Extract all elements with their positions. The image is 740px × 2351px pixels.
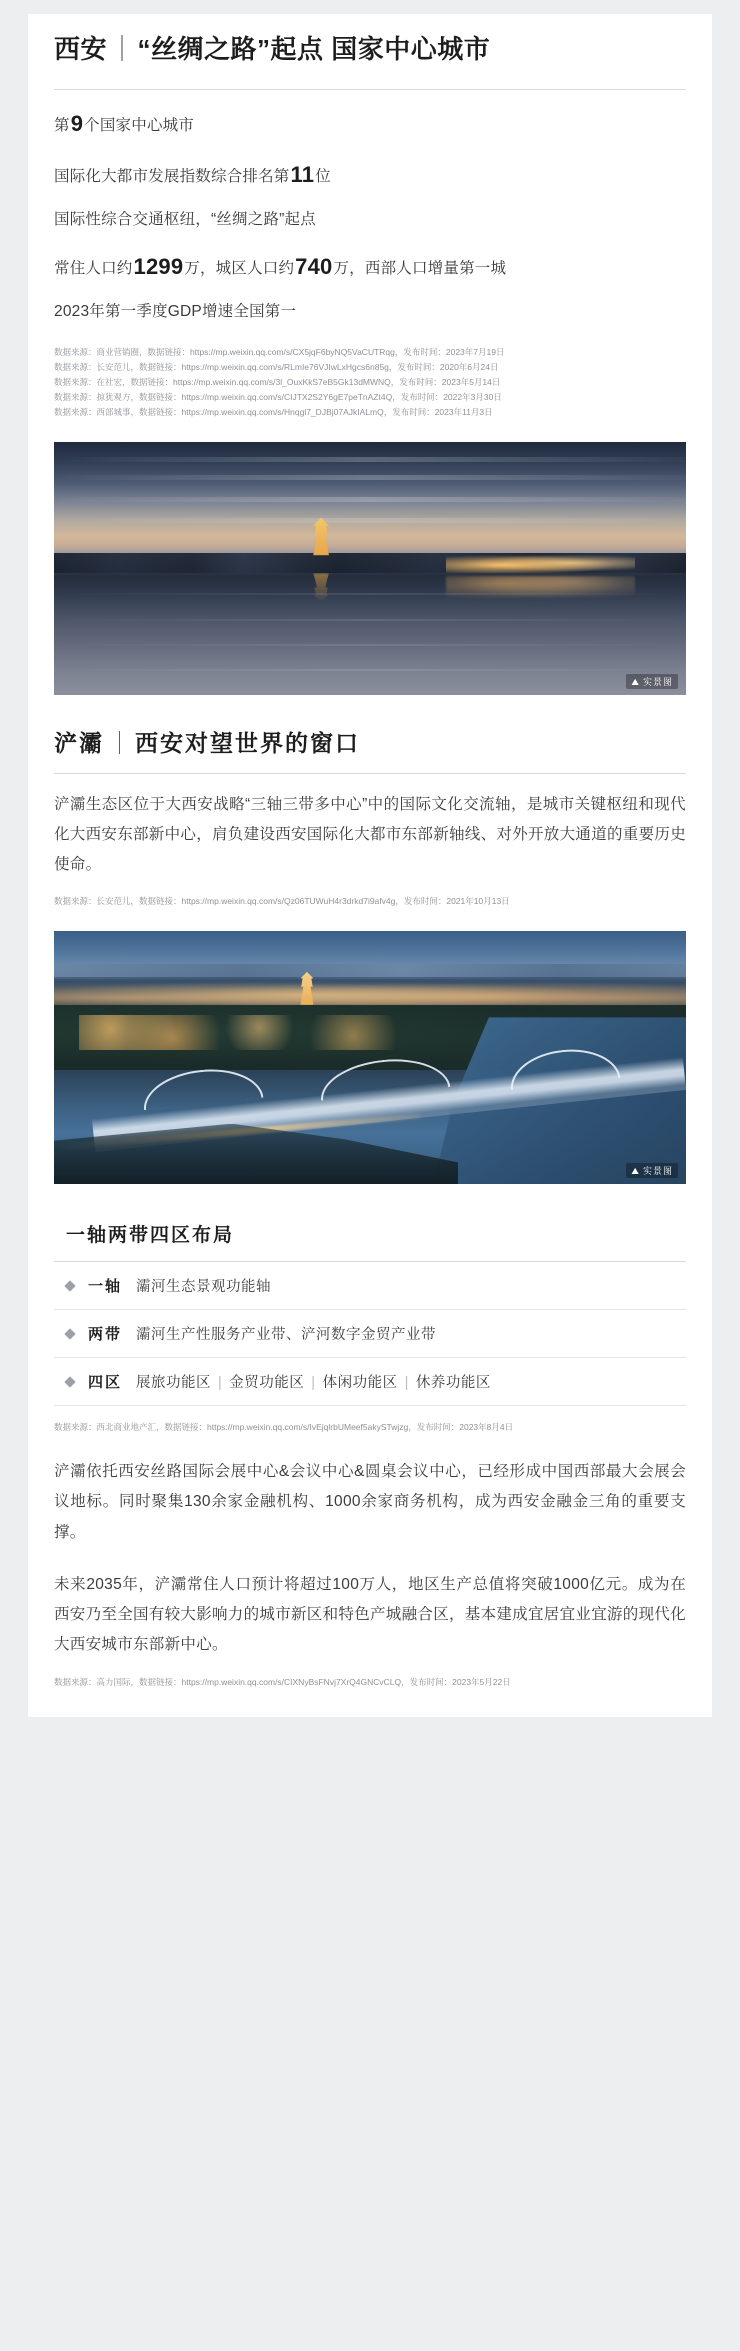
source-line: 数据来源：长安范儿，数据链接：https://mp.weixin.qq.com/s/Qz06TUWuH4r3drkd7i9afv4g，发布时间：2021年10月13日 [54, 896, 510, 907]
source-line: 数据来源：在社宏，数据链接：https://mp.weixin.qq.com/s/3l_OuxKkS7eB5Gk13dMWNQ，发布时间：2023年5月14日 [54, 377, 501, 387]
section1-title-main: 西安 [54, 34, 108, 64]
source-line: 数据来源：商业营销圈，数据链接：https://mp.weixin.qq.com/s/CX5jqF6byNQ5VaCUTRqg，发布时间：2023年7月19日 [54, 347, 505, 358]
layout-row [54, 1262, 686, 1310]
layout-row-value: 展旅功能区 | 金贸功能区 | 体闲功能区 | 休养功能区 [136, 1375, 491, 1392]
layout-value-part: 体闲功能区 [322, 1375, 398, 1392]
fact-item [54, 300, 686, 325]
bottom-spacer [28, 1689, 712, 1707]
fact-item [54, 106, 686, 141]
layout-row-key: 一轴 [88, 1278, 123, 1296]
layout-value-part: 展旅功能区 [136, 1375, 212, 1392]
fact-item [54, 157, 686, 192]
layout-row-key: 两带 [88, 1326, 123, 1344]
section1-header [28, 14, 712, 77]
section1-title [54, 32, 686, 67]
chanba-aerial-dusk-image [54, 931, 686, 1184]
xian-skyline-sunset-image [54, 442, 686, 695]
fact-prefix: 第 [54, 117, 70, 135]
top-spacer [0, 0, 740, 14]
fact-suffix: 位 [315, 168, 331, 186]
section2-title-separator: ｜ [108, 729, 131, 756]
photo-caption-text: 实景图 [642, 676, 673, 687]
section3-source-list-2 [28, 1661, 712, 1690]
fact-item [54, 249, 686, 284]
fact-number: 1299 [133, 254, 184, 280]
section2-title-main: 浐灞 [54, 729, 104, 756]
fact-prefix: 国际化大都市发展指数综合排名第 [54, 168, 290, 186]
section2-header [28, 701, 712, 759]
layout-row-key: 四区 [88, 1374, 123, 1392]
source-line: 数据来源：长安范儿，数据链接：https://mp.weixin.qq.com/s/RLmIe76VJIwLxHgcs6n85g，发布时间：2020年6月24日 [54, 362, 499, 373]
article-card [28, 14, 712, 1717]
camera-icon: ⛰ [631, 1166, 640, 1177]
fact-suffix: 万，西部人口增量第一城 [333, 260, 507, 278]
section1-fact-list [28, 90, 712, 343]
fact-text: 2023年第一季度GDP增速全国第一 [54, 303, 297, 321]
city-lights-reflection [446, 576, 636, 601]
section3 [28, 1190, 712, 1406]
photo-caption [626, 674, 678, 689]
section1-title-separator: ｜ [109, 34, 136, 64]
section2-title [54, 727, 686, 759]
fact-text: 国际性综合交通枢纽，“丝绸之路”起点 [54, 211, 316, 229]
source-line: 数据来源：西北商业地产汇，数据链接：https://mp.weixin.qq.com/s/IvEjqlrbUMeef5akySTwjzg，发布时间：2023年8月4日 [54, 1422, 514, 1433]
source-line: 数据来源：掠犹观方，数据链接：https://mp.weixin.qq.com/s/CIJTX2S2Y6gE7peTnAZt4Q，发布时间：2022年3月30日 [54, 391, 502, 402]
fact-prefix: 常住人口约 [54, 260, 133, 278]
source-line: 数据来源：西部城事，数据链接：https://mp.weixin.qq.com/s/Hnqgl7_DJBj07AJkIALmQ，发布时间：2023年11月3日 [54, 406, 493, 417]
section1-photo [54, 442, 686, 695]
diamond-bullet-icon [64, 1280, 75, 1291]
photo-caption-text: 实景图 [642, 1166, 673, 1177]
pagoda-reflection [313, 573, 329, 601]
fact-item [54, 208, 686, 233]
section3-paragraph-2: 未来2035年，浐灞常住人口预计将超过100万人，地区生产总值将突破1000亿元。成为在西安乃至全国有较大影响力的城市新区和特色产城融合区，基本建成宜居宜业宜游的现代化大西安城市东部新中心。 [54, 1575, 687, 1654]
section2-title-rest: 西安对望世界的窗口 [135, 729, 360, 756]
layout-value-part: 休养功能区 [415, 1375, 491, 1392]
section2-source-list [28, 880, 712, 909]
fact-suffix: 个国家中心城市 [84, 117, 195, 135]
layout-row-value: 灞河生态景观功能轴 [136, 1279, 272, 1296]
fact-number: 11 [290, 162, 315, 188]
diamond-bullet-icon [64, 1376, 75, 1387]
layout-row [54, 1358, 686, 1406]
source-line: 数据来源：高力国际，数据链接：https://mp.weixin.qq.com/s/CIXNyBsFNvj7XrQ4GNCvCLQ，发布时间：2023年5月22日 [54, 1676, 511, 1687]
section2-photo [54, 931, 686, 1184]
section1-source-list [28, 343, 712, 419]
layout-row [54, 1310, 686, 1358]
section3-paragraph-1: 浐灞依托西安丝路国际会展中心&会议中心&圆桌会议中心，已经形成中国西部最大会展会议地标。同时聚集130余家金融机构、1000余家商务机构，成为西安金融金三角的重要支撑。 [54, 1463, 686, 1541]
section1-title-rest: “丝绸之路”起点 国家中心城市 [137, 34, 491, 64]
layout-value-part: 金贸功能区 [229, 1375, 305, 1392]
layout-row-value: 灞河生产性服务产业带、浐河数字金贸产业带 [136, 1327, 437, 1344]
diamond-bullet-icon [64, 1328, 75, 1339]
photo-caption [626, 1163, 678, 1178]
section3-title: 一轴两带四区布局 [66, 1225, 235, 1247]
camera-icon: ⛰ [631, 676, 640, 687]
fact-middle: 万，城区人口约 [184, 260, 295, 278]
section3-source-list [28, 1406, 712, 1435]
pagoda-silhouette [313, 518, 329, 556]
fact-number-secondary: 740 [295, 254, 333, 280]
fact-number: 9 [70, 111, 84, 137]
city-lights [446, 553, 636, 573]
section2-paragraph: 浐灞生态区位于大西安战略“三轴三带多中心”中的国际文化交流轴，是城市关键枢纽和现代化大西安东部新中心，肩负建设西安国际化大都市东部新轴线、对外开放大通道的重要历史使命。 [54, 795, 687, 874]
